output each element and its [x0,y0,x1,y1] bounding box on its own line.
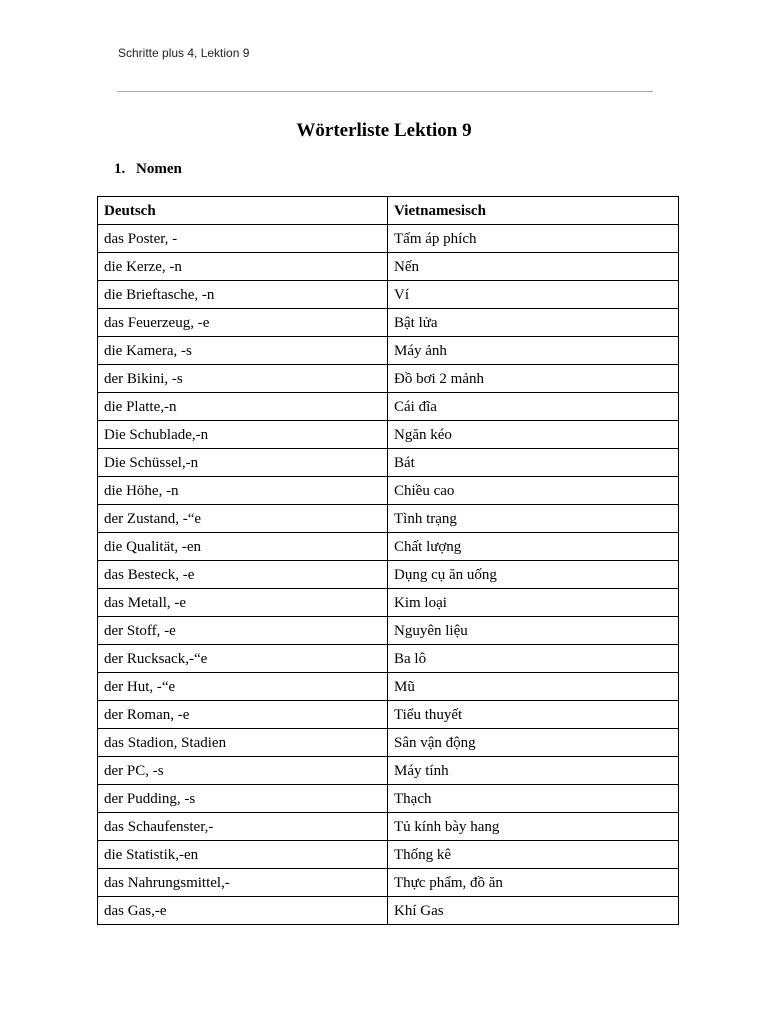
german-word-cell: die Statistik,-en [98,841,388,869]
table-row [98,337,679,365]
header-divider [117,91,653,92]
page-title: Wörterliste Lektion 9 [296,120,472,141]
german-word-cell: die Höhe, -n [98,477,388,505]
vietnamese-translation-cell: Mũ [388,673,679,701]
vietnamese-translation-cell: Bát [388,449,679,477]
vietnamese-translation-cell: Ví [388,281,679,309]
german-word-cell: die Kamera, -s [98,337,388,365]
table-row [98,281,679,309]
table-row [98,561,679,589]
vietnamese-translation-cell: Ngăn kéo [388,421,679,449]
german-word-cell: das Besteck, -e [98,561,388,589]
german-word-cell: das Poster, - [98,225,388,253]
vietnamese-translation-cell: Nguyên liệu [388,617,679,645]
vietnamese-translation-cell: Khí Gas [388,897,679,925]
table-row [98,449,679,477]
vietnamese-translation-cell: Sân vận động [388,729,679,757]
vietnamese-translation-cell: Tủ kính bày hang [388,813,679,841]
section-number: 1. [114,161,126,177]
german-word-cell: die Kerze, -n [98,253,388,281]
table-row [98,393,679,421]
vietnamese-translation-cell: Máy tính [388,757,679,785]
german-word-cell: der Hut, -“e [98,673,388,701]
vocabulary-table [97,196,679,925]
vietnamese-translation-cell: Tiểu thuyết [388,701,679,729]
table-row [98,309,679,337]
german-word-cell: die Qualität, -en [98,533,388,561]
table-row [98,701,679,729]
vietnamese-translation-cell: Đồ bơi 2 mảnh [388,365,679,393]
table-row [98,897,679,925]
table-row [98,757,679,785]
german-word-cell: die Brieftasche, -n [98,281,388,309]
section-heading [114,161,182,178]
table-row [98,421,679,449]
table-row [98,505,679,533]
german-word-cell: der Bikini, -s [98,365,388,393]
vietnamese-translation-cell: Thạch [388,785,679,813]
table-row [98,785,679,813]
table-row [98,225,679,253]
table-row [98,253,679,281]
column-header-deutsch: Deutsch [98,197,388,225]
table-row [98,589,679,617]
table-row [98,365,679,393]
table-row [98,645,679,673]
german-word-cell: der Rucksack,-“e [98,645,388,673]
table-row [98,533,679,561]
german-word-cell: das Schaufenster,- [98,813,388,841]
vietnamese-translation-cell: Thống kê [388,841,679,869]
german-word-cell: die Platte,-n [98,393,388,421]
german-word-cell: das Gas,-e [98,897,388,925]
german-word-cell: das Stadion, Stadien [98,729,388,757]
vietnamese-translation-cell: Nến [388,253,679,281]
table-row [98,729,679,757]
vietnamese-translation-cell: Chất lượng [388,533,679,561]
table-row [98,477,679,505]
vietnamese-translation-cell: Bật lửa [388,309,679,337]
vietnamese-translation-cell: Cái đĩa [388,393,679,421]
vietnamese-translation-cell: Tấm áp phích [388,225,679,253]
column-header-vietnamesisch: Vietnamesisch [388,197,679,225]
german-word-cell: der Stoff, -e [98,617,388,645]
running-header: Schritte plus 4, Lektion 9 [118,46,250,60]
table-row [98,673,679,701]
german-word-cell: Die Schüssel,-n [98,449,388,477]
vietnamese-translation-cell: Tình trạng [388,505,679,533]
table-row [98,617,679,645]
table-body [98,225,679,925]
table-row [98,813,679,841]
vietnamese-translation-cell: Ba lô [388,645,679,673]
table-header-row [98,197,679,225]
german-word-cell: Die Schublade,-n [98,421,388,449]
vietnamese-translation-cell: Thực phẩm, đồ ăn [388,869,679,897]
german-word-cell: der PC, -s [98,757,388,785]
german-word-cell: der Roman, -e [98,701,388,729]
german-word-cell: das Feuerzeug, -e [98,309,388,337]
vietnamese-translation-cell: Kim loại [388,589,679,617]
section-title: Nomen [136,161,182,177]
german-word-cell: das Nahrungsmittel,- [98,869,388,897]
vietnamese-translation-cell: Chiều cao [388,477,679,505]
german-word-cell: das Metall, -e [98,589,388,617]
table-row [98,841,679,869]
vietnamese-translation-cell: Máy ảnh [388,337,679,365]
german-word-cell: der Zustand, -“e [98,505,388,533]
table-row [98,869,679,897]
vietnamese-translation-cell: Dụng cụ ăn uống [388,561,679,589]
german-word-cell: der Pudding, -s [98,785,388,813]
